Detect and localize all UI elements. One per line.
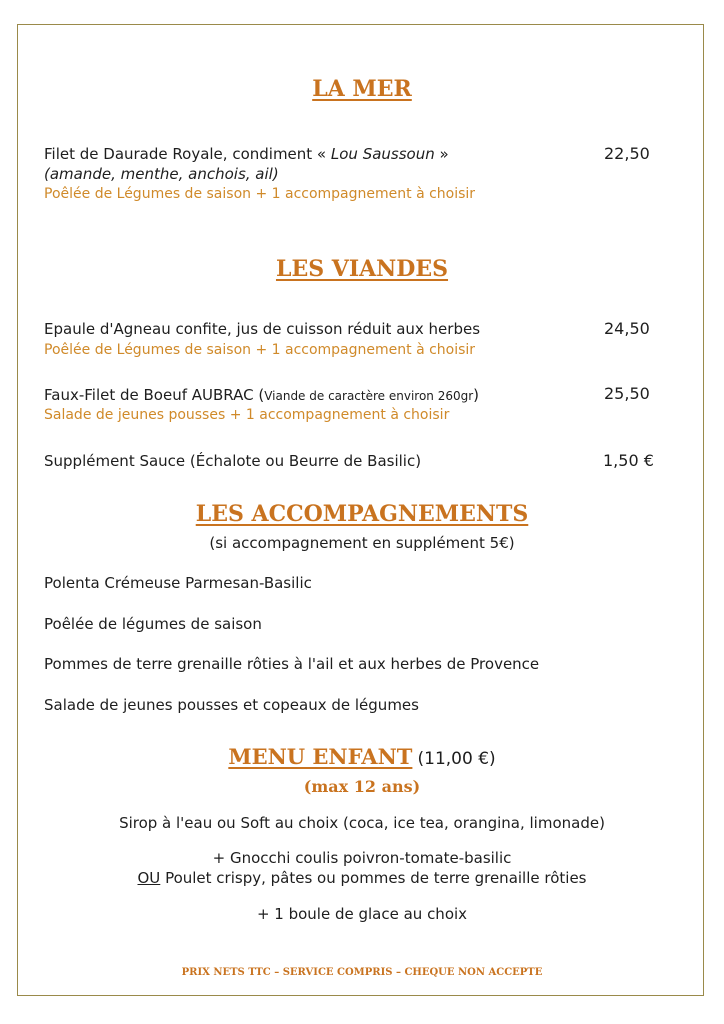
menu-enfant-main-1: + Gnocchi coulis poivron-tomate-basilic	[212, 849, 512, 867]
item-supplement-price: 1,50 €	[603, 451, 654, 470]
item-daurade-price: 22,50	[604, 144, 650, 163]
menu-enfant-ou: OU	[137, 869, 161, 887]
accompagnements-subtitle: (si accompagnement en supplément 5€)	[209, 534, 515, 552]
section-title-viandes: LES VIANDES	[275, 256, 449, 282]
item-boeuf-name	[44, 386, 479, 405]
item-boeuf-detail: Viande de caractère environ 260gr	[264, 389, 474, 403]
item-daurade-side: Poêlée de Légumes de saison + 1 accompagnement à choisir	[44, 186, 476, 202]
menu-enfant-drink: Sirop à l'eau ou Soft au choix (coca, ice tea, orangina, limonade)	[119, 814, 605, 832]
menu-enfant-heading	[0, 744, 724, 769]
item-agneau-price: 24,50	[604, 319, 650, 338]
footer-notice: PRIX NETS TTC – SERVICE COMPRIS – CHEQUE NON ACCEPTE	[181, 967, 543, 978]
menu-enfant-dessert: + 1 boule de glace au choix	[256, 905, 468, 923]
menu-enfant-main-2-text: Poulet crispy, pâtes ou pommes de terre grenaille rôties	[160, 869, 587, 887]
item-daurade-name	[44, 145, 449, 163]
item-boeuf-title: Faux-Filet de Boeuf AUBRAC (	[44, 386, 265, 404]
section-title-accompagnements: LES ACCOMPAGNEMENTS	[195, 501, 529, 527]
item-daurade-condiment: Lou Saussoun	[330, 145, 435, 163]
accompagnement-item: Pommes de terre grenaille rôties à l'ail et aux herbes de Provence	[44, 655, 540, 673]
item-supplement-name: Supplément Sauce (Échalote ou Beurre de Basilic)	[44, 452, 422, 470]
accompagnement-item: Polenta Crémeuse Parmesan-Basilic	[44, 574, 312, 592]
item-boeuf-side: Salade de jeunes pousses + 1 accompagnement à choisir	[44, 407, 450, 423]
section-title-la-mer: LA MER	[312, 76, 412, 102]
item-boeuf-title-end: )	[473, 386, 480, 404]
item-agneau-name: Epaule d'Agneau confite, jus de cuisson réduit aux herbes	[44, 320, 481, 338]
accompagnement-item: Salade de jeunes pousses et copeaux de légumes	[44, 696, 419, 714]
item-boeuf-price: 25,50	[604, 384, 650, 403]
item-daurade-name-end: »	[434, 145, 449, 163]
accompagnement-item: Poêlée de légumes de saison	[44, 615, 262, 633]
menu-enfant-main-2	[0, 869, 724, 887]
item-daurade-note: (amande, menthe, anchois, ail)	[44, 165, 279, 183]
item-daurade-name-start: Filet de Daurade Royale, condiment «	[44, 145, 331, 163]
item-agneau-side: Poêlée de Légumes de saison + 1 accompagnement à choisir	[44, 342, 476, 358]
menu-enfant-price: (11,00 €)	[417, 749, 496, 769]
section-title-menu-enfant: MENU ENFANT	[228, 744, 413, 769]
menu-enfant-age: (max 12 ans)	[303, 777, 421, 796]
